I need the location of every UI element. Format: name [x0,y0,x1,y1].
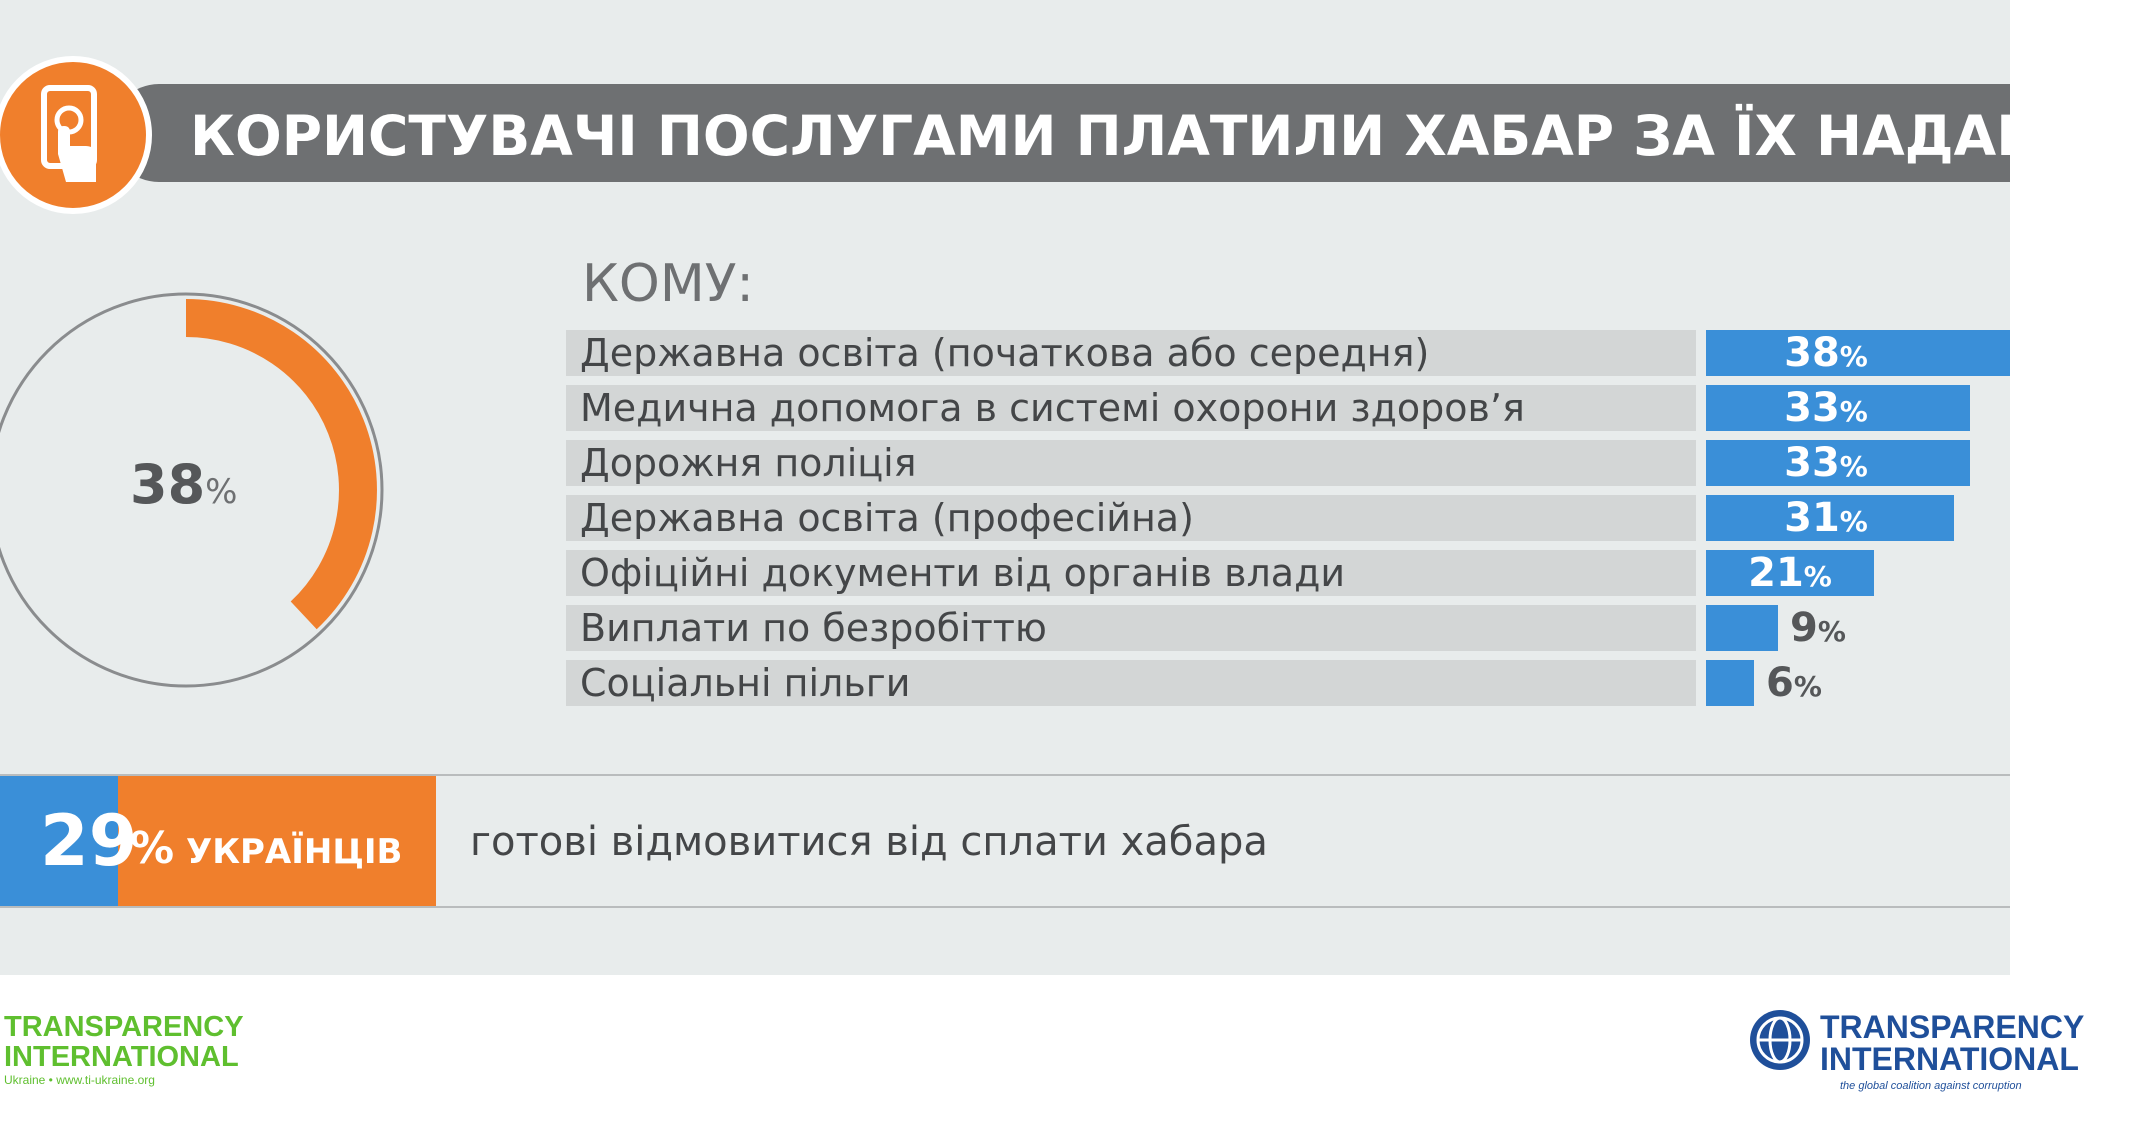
bar-value-number: 31 [1784,495,1840,541]
bar-category-label: Медична допомога в системі охорони здоров’я [580,386,1525,430]
bar-value-label [1706,385,1946,431]
bar-value-number: 9 [1790,605,1818,651]
overall-unit: % [205,472,238,512]
bar-category-label: Державна освіта (початкова або середня) [580,331,1430,375]
bar-category-label: Соціальні пільги [580,661,911,705]
bar [1706,660,1754,706]
bar-value-number: 6 [1766,660,1794,706]
divider [0,906,2010,908]
bar-value-number: 33 [1784,440,1840,486]
bar-category-label: Державна освіта (професійна) [580,496,1194,540]
bar-value-number: 21 [1748,550,1804,596]
bar-value-label [1706,550,1874,596]
bar-value-unit: % [1839,395,1868,428]
page-title: КОРИСТУВАЧІ ПОСЛУГАМИ ПЛАТИЛИ ХАБАР ЗА ЇХ НАДАННЯ: [190,104,2153,168]
globe-glyph [1750,1010,1810,1070]
ti-global-logo [1750,1009,2085,1092]
bar-category-label: Офіційні документи від органів влади [580,551,1346,595]
logo-tagline: the global coalition against corruption [1840,1080,2022,1092]
overall-value [130,455,237,522]
bar-category-label: Дорожня поліція [580,441,917,485]
hand-holding-money-icon [0,56,152,214]
ti-ukraine-logo [4,1012,244,1088]
bar-value-label [1790,605,1846,651]
stat-subject: УКРАЇНЦІВ [186,832,403,872]
globe-icon [1750,1010,1810,1070]
hand-holding-money-glyph [0,62,146,208]
stat-value: 29 [40,800,138,882]
bar-value-unit: % [1793,670,1822,703]
stat-description: готові відмовитися від сплати хабара [470,819,1268,865]
overall-number: 38 [130,453,206,516]
bar-value-unit: % [1839,340,1868,373]
bar-value-number: 38 [1784,330,1840,376]
bar-value-number: 33 [1784,385,1840,431]
bar-category-label: Виплати по безробіттю [580,606,1047,650]
bar-value-unit: % [1817,615,1846,648]
bar-value-label [1706,330,1946,376]
bar-value-unit: % [1839,450,1868,483]
logo-line: INTERNATIONAL [1820,1041,2079,1077]
bar-value-unit: % [1803,560,1832,593]
bar [1706,605,1778,651]
bar-value-label [1766,660,1822,706]
stat-unit: % [130,823,175,874]
logo-line: TRANSPARENCY [4,1011,244,1043]
logo-line: TRANSPARENCY [1820,1009,2085,1045]
logo-line: INTERNATIONAL [4,1041,239,1073]
bar-value-unit: % [1839,505,1868,538]
bar-value-label [1706,440,1946,486]
logo-line: Ukraine • www.ti-ukraine.org [4,1073,155,1087]
bar-value-label [1706,495,1946,541]
chart-title: КОМУ: [582,254,754,314]
